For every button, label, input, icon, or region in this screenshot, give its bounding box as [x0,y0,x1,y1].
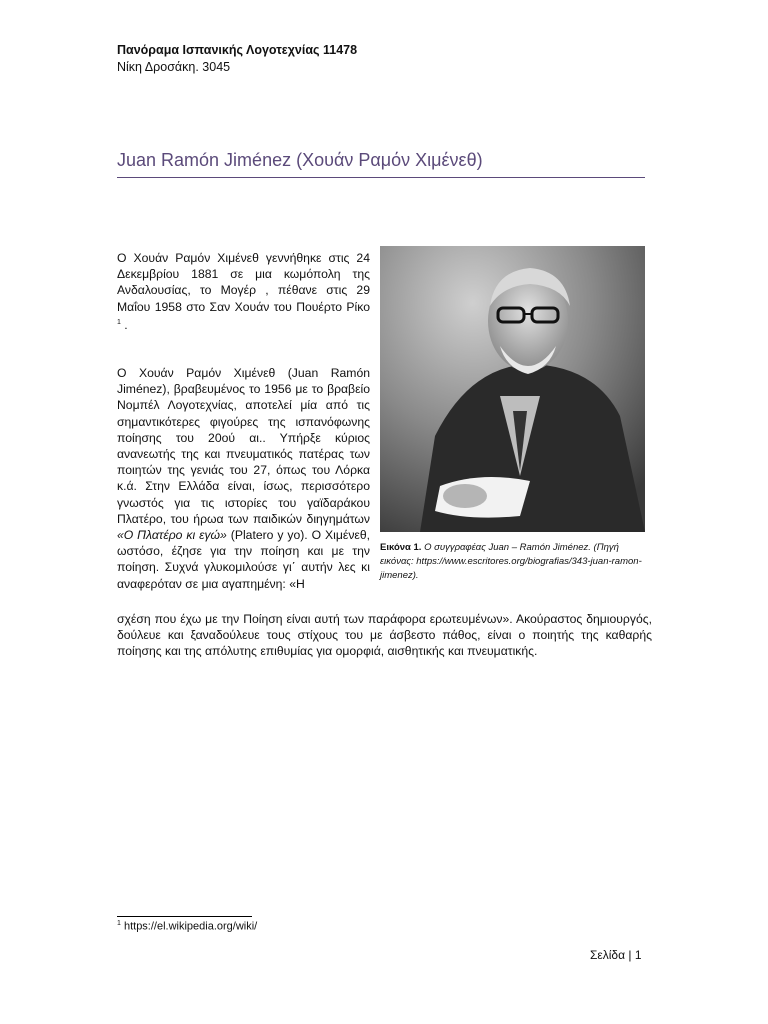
author-line: Νίκη Δροσάκη. 3045 [117,60,231,74]
course-title: Πανόραμα Ισπανικής Λογοτεχνίας 11478 [117,43,358,57]
footnote-number: 1 [117,920,121,927]
paragraph-continuation: σχέση που έχω με την Ποίηση είναι αυτή των παράφορα ερωτευμένων». Ακούραστος δημιουργός, δούλευε και ξαναδούλευε τους στίχους του με άσβεστο πάθος, είναι ο ποιητής της καθαρής ποίησης και της απόλυτης επιθυμίας για ομορφιά, αισθητικής και πνευματικής. [117,612,652,659]
footnote [117,920,257,933]
paragraph-biography: Ο Χουάν Ραμόν Χιμένεθ (Juan Ramón Jiménez), βραβευμένος το 1956 με το βραβείο Νομπέλ Λογοτεχνίας, αποτελεί μία από τις σημαντικότερες φιγούρες της ισπανόφωνης ποίησης του 20ού αι.. Υπήρξε κύριος ανανεωτής της και πνευματικός πατέρας των ποιητών της γενιάς του 27, όπως του Λόρκα κ.ά. Στην Ελλάδα είναι, ίσως, περισσότερο γνωστός για τις ιστορίες του γαϊδαράκου Πλατέρο, του ήρωα των παιδικών διηγημάτων «Ο Πλατέρο κι εγώ» (Platero y yo). Ο Χιμένεθ, ωστόσο, έζησε για την ποίηση και με την ποίηση. Συχνά γλυκομιλούσε γι΄ αυτήν λες κι αναφερόταν σε μια αγαπημένη: «Η [117,366,371,591]
caption-label: Εικόνα 1. [380,542,422,553]
paragraph-text: Ο Χουάν Ραμόν Χιμένεθ γεννήθηκε στις 24 Δεκεμβρίου 1881 σε μια κωμόπολη της Ανδαλουσίας, το Μογέρ , πέθανε στις 29 Μαΐου 1958 στο Σαν Χουάν του Πουέρτο Ρίκο [117,251,370,314]
footnote-separator [117,916,252,917]
author-photo [380,246,645,532]
page-number: Σελίδα | 1 [590,948,642,962]
footnote-link[interactable]: https://el.wikipedia.org/wiki/ [120,920,258,933]
page-title: Juan Ramón Jiménez (Χουάν Ραμόν Χιμένεθ) [117,150,645,178]
caption-text: Ο συγγραφέας Juan – Ramón Jiménez. (Πηγή εικόνας: https://www.escritores.org/biografias/343-juan-ramon-jimenez). [380,542,642,581]
figure-caption [380,541,650,583]
footnote-ref[interactable]: 1 [117,318,121,326]
document-header [117,42,357,76]
book-title: «Ο Πλατέρο κι εγώ» [117,528,227,543]
paragraph-birth: Ο Χουάν Ραμόν Χιμένεθ γεννήθηκε στις 24 Δεκεμβρίου 1881 σε μια κωμόπολη της Ανδαλουσίας, το Μογέρ , πέθανε στις 29 Μαΐου 1958 στο Σαν Χουάν του Πουέρτο Ρίκο $^1$ . [117,251,370,332]
portrait-image [380,246,645,532]
